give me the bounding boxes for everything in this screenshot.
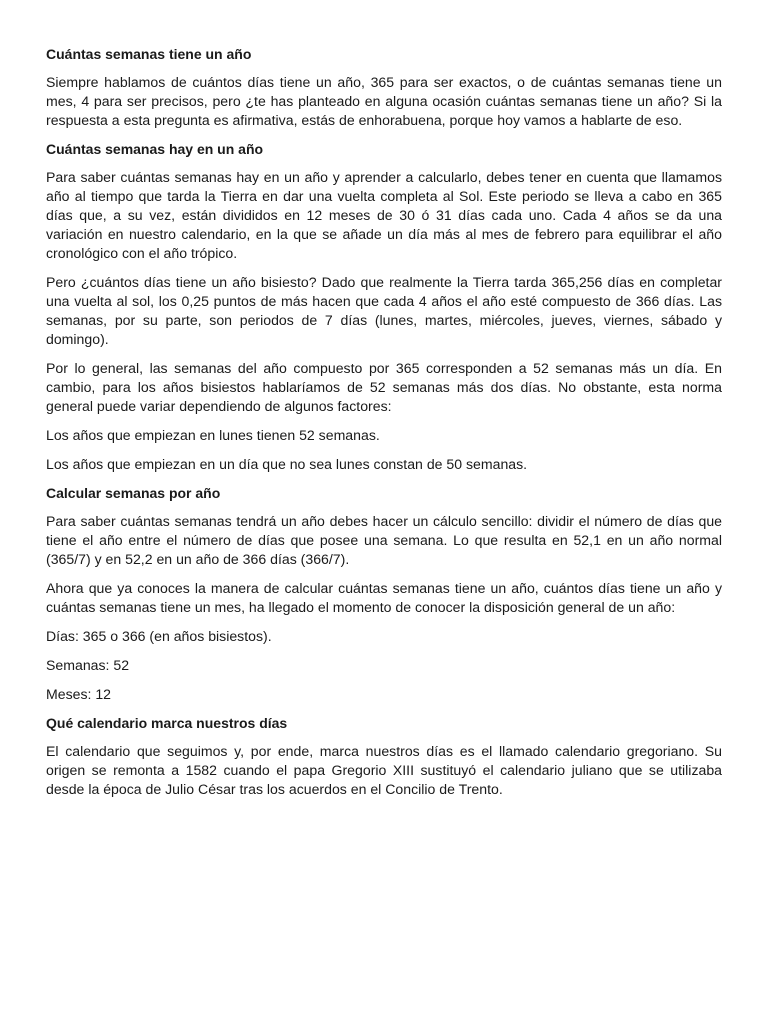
paragraph: Siempre hablamos de cuántos días tiene un año, 365 para ser exactos, o de cuántas semanas tiene un mes, 4 para ser precisos, pero ¿te has planteado en alguna ocasión cuántas semanas tiene un año? Si la respuesta a esta pregunta es afirmativa, estás de enhorabuena, porque hoy vamos a hablarte de eso. <box>46 74 722 128</box>
paragraph: Días: 365 o 366 (en años bisiestos). <box>46 628 272 644</box>
paragraph: Para saber cuántas semanas tendrá un año debes hacer un cálculo sencillo: dividir el número de días que tiene el año entre el número de días que posee una semana. Lo que resulta en 52,1 en un año normal (365/7) y en 52,2 en un año de 366 días (366/7). <box>46 513 722 567</box>
section-heading: Cuántas semanas tiene un año <box>46 46 252 62</box>
paragraph: Meses: 12 <box>46 686 112 702</box>
paragraph: Los años que empiezan en un día que no sea lunes constan de 50 semanas. <box>46 456 528 472</box>
paragraph: El calendario que seguimos y, por ende, marca nuestros días es el llamado calendario gregoriano. Su origen se remonta a 1582 cuando el papa Gregorio XIII sustituyó el calendario juliano que se utilizaba desde la época de Julio César tras los acuerdos en el Concilio de Trento. <box>46 743 722 797</box>
paragraph: Pero ¿cuántos días tiene un año bisiesto? Dado que realmente la Tierra tarda 365,256 días en completar una vuelta al sol, los 0,25 puntos de más hacen que cada 4 años el año esté compuesto de 366 días. Las semanas, por su parte, son periodos de 7 días (lunes, martes, miércoles, jueves, viernes, sábado y domingo). <box>46 274 722 347</box>
paragraph: Semanas: 52 <box>46 657 130 673</box>
section-heading: Calcular semanas por año <box>46 485 221 501</box>
section-heading: Qué calendario marca nuestros días <box>46 715 288 731</box>
paragraph: Para saber cuántas semanas hay en un año y aprender a calcularlo, debes tener en cuenta que llamamos año al tiempo que tarda la Tierra en dar una vuelta completa al Sol. Este periodo se lleva a cabo en 365 días que, a su vez, están divididos en 12 meses de 30 ó 31 días cada uno. Cada 4 años se da una variación en nuestro calendario, en la que se añade un día más al mes de febrero para equilibrar el año cronológico con el año trópico. <box>46 169 722 261</box>
paragraph: Por lo general, las semanas del año compuesto por 365 corresponden a 52 semanas más un día. En cambio, para los años bisiestos hablaríamos de 52 semanas más dos días. No obstante, esta norma general puede variar dependiendo de algunos factores: <box>46 360 722 414</box>
section-heading: Cuántas semanas hay en un año <box>46 141 264 157</box>
paragraph: Los años que empiezan en lunes tienen 52 semanas. <box>46 427 380 443</box>
document-page <box>46 45 722 809</box>
paragraph: Ahora que ya conoces la manera de calcular cuántas semanas tiene un año, cuántos días tiene un año y cuántas semanas tiene un mes, ha llegado el momento de conocer la disposición general de un año: <box>46 580 722 615</box>
